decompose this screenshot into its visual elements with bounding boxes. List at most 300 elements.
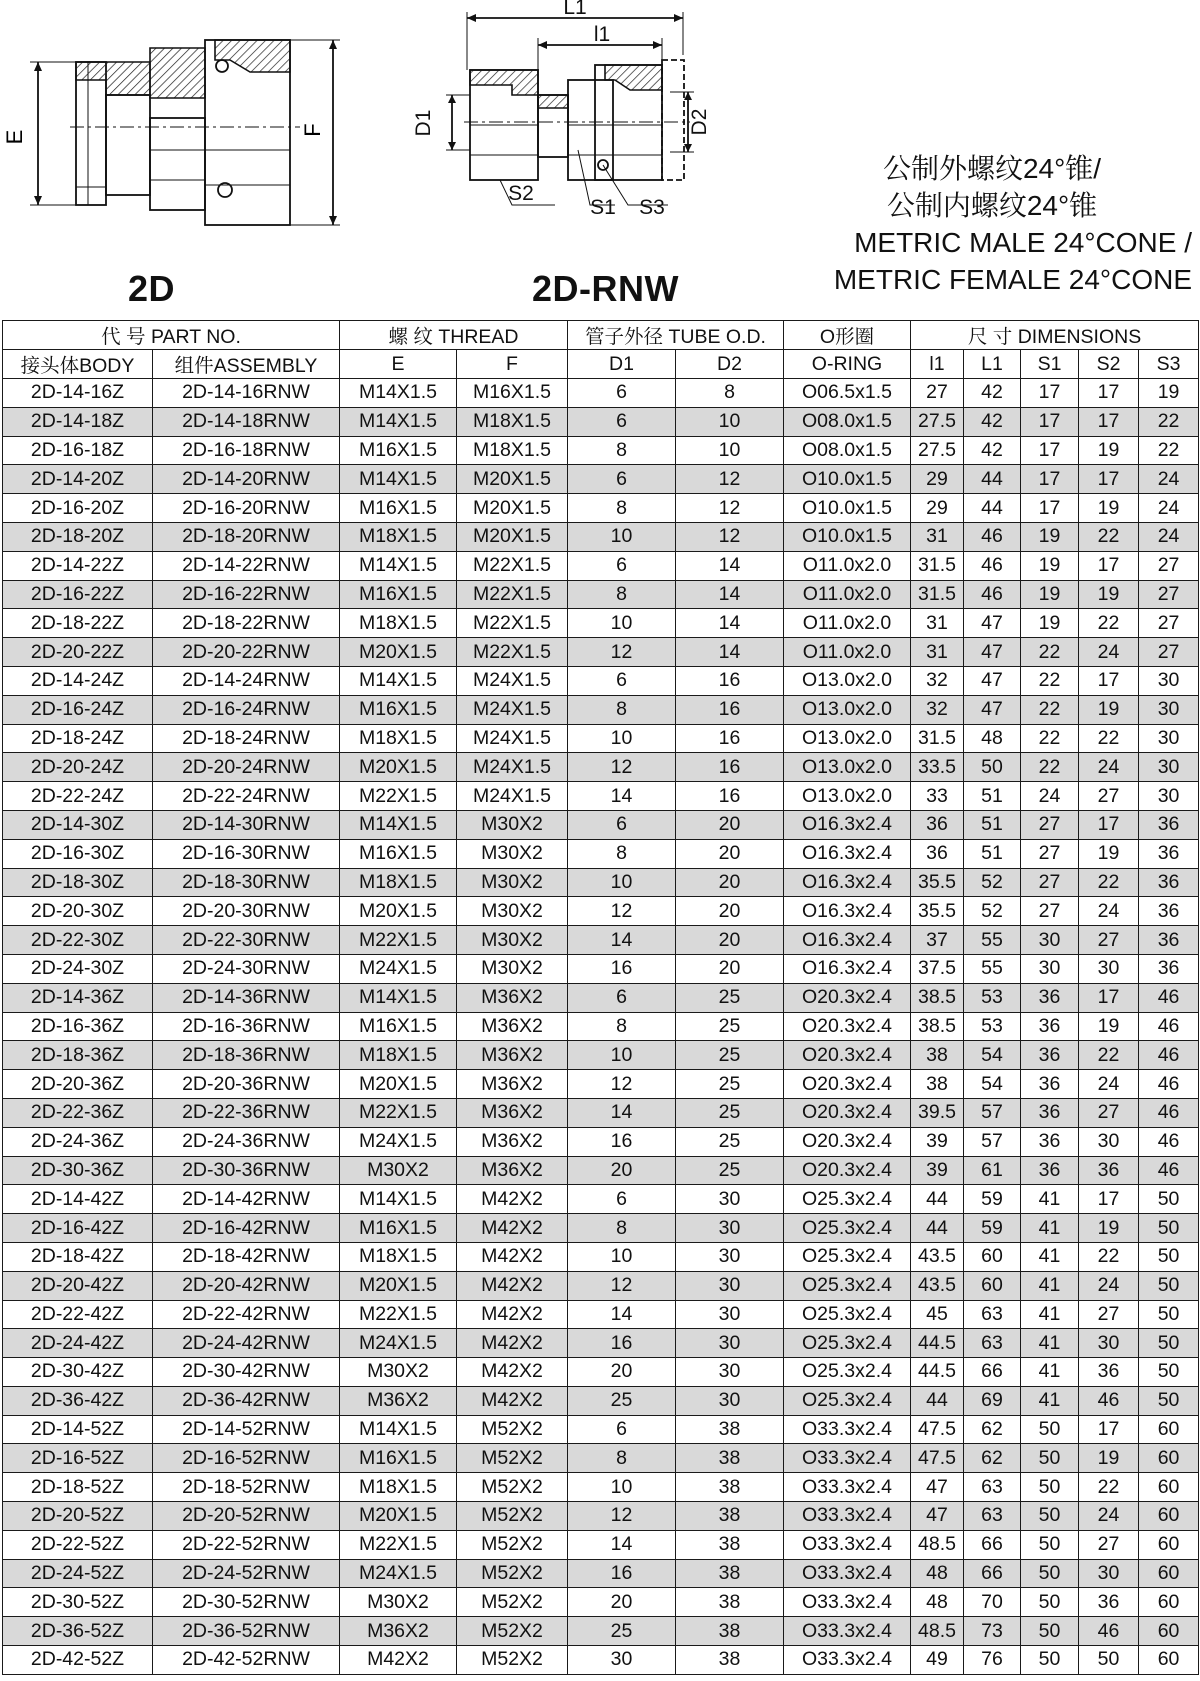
cell-s1: 17 [1021, 494, 1079, 523]
cell-s1: 41 [1021, 1242, 1079, 1271]
table-row [3, 379, 1199, 408]
cell-d2: 16 [676, 724, 784, 753]
cell-L1: 51 [964, 782, 1021, 811]
cell-s1: 27 [1021, 810, 1079, 839]
cell-l1: 38 [911, 1070, 964, 1099]
cell-thread-f: M18X1.5 [457, 407, 568, 436]
cell-s1: 41 [1021, 1329, 1079, 1358]
cell-s2: 36 [1079, 1358, 1139, 1387]
cell-d1: 25 [568, 1386, 676, 1415]
cell-s2: 17 [1079, 465, 1139, 494]
cell-o-ring: O08.0x1.5 [784, 407, 911, 436]
cell-s2: 17 [1079, 379, 1139, 408]
cell-body: 2D-16-18Z [3, 436, 153, 465]
cell-d1: 6 [568, 379, 676, 408]
cell-d1: 14 [568, 1300, 676, 1329]
cell-d2: 38 [676, 1444, 784, 1473]
cell-L1: 60 [964, 1242, 1021, 1271]
cell-s2: 27 [1079, 926, 1139, 955]
cell-thread-e: M16X1.5 [340, 1444, 457, 1473]
cell-s1: 41 [1021, 1271, 1079, 1300]
cell-body: 2D-18-22Z [3, 609, 153, 638]
table-row [3, 436, 1199, 465]
cell-s1: 41 [1021, 1386, 1079, 1415]
cell-thread-e: M30X2 [340, 1358, 457, 1387]
cell-d2: 30 [676, 1358, 784, 1387]
cell-body: 2D-18-52Z [3, 1473, 153, 1502]
header-body: 接头体BODY [3, 350, 153, 379]
cell-thread-f: M52X2 [457, 1530, 568, 1559]
cell-L1: 51 [964, 839, 1021, 868]
cell-s3: 46 [1139, 1156, 1199, 1185]
table-row [3, 1530, 1199, 1559]
cell-L1: 46 [964, 580, 1021, 609]
cell-s3: 30 [1139, 782, 1199, 811]
cell-thread-f: M52X2 [457, 1617, 568, 1646]
cell-d1: 25 [568, 1617, 676, 1646]
cell-s2: 50 [1079, 1646, 1139, 1675]
cell-L1: 76 [964, 1646, 1021, 1675]
cell-thread-f: M30X2 [457, 810, 568, 839]
cell-assembly: 2D-16-36RNW [153, 1012, 340, 1041]
header-part-no: 代 号 PART NO. [3, 321, 340, 350]
table-row [3, 810, 1199, 839]
cell-s2: 19 [1079, 494, 1139, 523]
cell-L1: 42 [964, 379, 1021, 408]
cell-d2: 16 [676, 666, 784, 695]
cell-body: 2D-14-16Z [3, 379, 153, 408]
cell-d2: 16 [676, 695, 784, 724]
cell-thread-f: M52X2 [457, 1415, 568, 1444]
cell-d2: 20 [676, 839, 784, 868]
cell-thread-e: M22X1.5 [340, 926, 457, 955]
table-row [3, 1473, 1199, 1502]
cell-d2: 38 [676, 1646, 784, 1675]
cell-o-ring: O33.3x2.4 [784, 1559, 911, 1588]
cell-s3: 30 [1139, 666, 1199, 695]
cell-l1: 37 [911, 926, 964, 955]
cell-thread-f: M16X1.5 [457, 379, 568, 408]
cell-L1: 62 [964, 1444, 1021, 1473]
cell-thread-f: M22X1.5 [457, 551, 568, 580]
cell-L1: 53 [964, 1012, 1021, 1041]
cell-s3: 46 [1139, 1098, 1199, 1127]
cell-L1: 73 [964, 1617, 1021, 1646]
cell-thread-e: M16X1.5 [340, 1214, 457, 1243]
cell-assembly: 2D-16-20RNW [153, 494, 340, 523]
cell-thread-f: M52X2 [457, 1502, 568, 1531]
cell-thread-f: M42X2 [457, 1358, 568, 1387]
cell-l1: 39 [911, 1127, 964, 1156]
cell-assembly: 2D-22-36RNW [153, 1098, 340, 1127]
cell-s1: 36 [1021, 1127, 1079, 1156]
cell-s2: 30 [1079, 1127, 1139, 1156]
cell-L1: 59 [964, 1185, 1021, 1214]
cell-s2: 27 [1079, 1300, 1139, 1329]
cell-s1: 19 [1021, 522, 1079, 551]
cell-s2: 19 [1079, 1012, 1139, 1041]
cell-thread-e: M14X1.5 [340, 407, 457, 436]
cell-assembly: 2D-16-24RNW [153, 695, 340, 724]
cell-body: 2D-18-20Z [3, 522, 153, 551]
cell-thread-f: M52X2 [457, 1588, 568, 1617]
cell-d1: 6 [568, 983, 676, 1012]
cell-assembly: 2D-22-52RNW [153, 1530, 340, 1559]
cell-s1: 50 [1021, 1588, 1079, 1617]
cell-L1: 44 [964, 465, 1021, 494]
cell-L1: 44 [964, 494, 1021, 523]
cell-d2: 25 [676, 1012, 784, 1041]
cell-d2: 38 [676, 1415, 784, 1444]
cell-body: 2D-14-20Z [3, 465, 153, 494]
table-body [3, 379, 1199, 1675]
cell-thread-f: M22X1.5 [457, 609, 568, 638]
table-row [3, 580, 1199, 609]
cell-d2: 14 [676, 551, 784, 580]
label-L1: L1 [563, 0, 587, 19]
header-thread: 螺 纹 THREAD [340, 321, 568, 350]
cell-l1: 44 [911, 1185, 964, 1214]
cell-s3: 22 [1139, 436, 1199, 465]
table-row [3, 1588, 1199, 1617]
cell-d2: 8 [676, 379, 784, 408]
cell-body: 2D-30-42Z [3, 1358, 153, 1387]
cell-d2: 10 [676, 407, 784, 436]
cell-d2: 25 [676, 1127, 784, 1156]
cell-body: 2D-16-52Z [3, 1444, 153, 1473]
cell-d2: 12 [676, 522, 784, 551]
cell-L1: 51 [964, 810, 1021, 839]
cell-s2: 19 [1079, 839, 1139, 868]
cell-L1: 60 [964, 1271, 1021, 1300]
cell-L1: 66 [964, 1358, 1021, 1387]
cell-body: 2D-16-24Z [3, 695, 153, 724]
cell-d1: 8 [568, 494, 676, 523]
cell-thread-e: M36X2 [340, 1386, 457, 1415]
table-row [3, 695, 1199, 724]
cell-L1: 53 [964, 983, 1021, 1012]
cell-o-ring: O33.3x2.4 [784, 1502, 911, 1531]
cell-d2: 38 [676, 1559, 784, 1588]
cell-s2: 27 [1079, 782, 1139, 811]
cell-thread-e: M42X2 [340, 1646, 457, 1675]
cell-body: 2D-14-42Z [3, 1185, 153, 1214]
cell-L1: 52 [964, 897, 1021, 926]
label-D2: D2 [688, 108, 711, 136]
cell-assembly: 2D-24-30RNW [153, 954, 340, 983]
cell-l1: 31.5 [911, 551, 964, 580]
cell-s2: 17 [1079, 666, 1139, 695]
cell-thread-e: M16X1.5 [340, 839, 457, 868]
cell-d1: 14 [568, 1098, 676, 1127]
cell-assembly: 2D-16-52RNW [153, 1444, 340, 1473]
cell-assembly: 2D-36-42RNW [153, 1386, 340, 1415]
cell-assembly: 2D-24-42RNW [153, 1329, 340, 1358]
cell-assembly: 2D-14-42RNW [153, 1185, 340, 1214]
header-S1: S1 [1021, 350, 1079, 379]
label-l1: l1 [593, 23, 611, 46]
cell-thread-e: M30X2 [340, 1156, 457, 1185]
cell-o-ring: O10.0x1.5 [784, 494, 911, 523]
cell-o-ring: O13.0x2.0 [784, 666, 911, 695]
table-row [3, 839, 1199, 868]
cell-d1: 8 [568, 580, 676, 609]
cell-body: 2D-14-24Z [3, 666, 153, 695]
cell-d1: 16 [568, 1127, 676, 1156]
cell-s2: 24 [1079, 753, 1139, 782]
cell-L1: 62 [964, 1415, 1021, 1444]
cell-s1: 22 [1021, 753, 1079, 782]
cell-l1: 33 [911, 782, 964, 811]
cell-d1: 20 [568, 1358, 676, 1387]
hatch-nut-2d [215, 40, 290, 72]
cell-body: 2D-20-22Z [3, 638, 153, 667]
cell-s3: 19 [1139, 379, 1199, 408]
cell-L1: 55 [964, 954, 1021, 983]
cell-body: 2D-24-52Z [3, 1559, 153, 1588]
cell-assembly: 2D-18-20RNW [153, 522, 340, 551]
cell-assembly: 2D-36-52RNW [153, 1617, 340, 1646]
cell-s2: 17 [1079, 810, 1139, 839]
cell-L1: 47 [964, 638, 1021, 667]
table-row [3, 1242, 1199, 1271]
cell-l1: 29 [911, 494, 964, 523]
cell-assembly: 2D-14-36RNW [153, 983, 340, 1012]
cell-l1: 37.5 [911, 954, 964, 983]
cell-o-ring: O13.0x2.0 [784, 724, 911, 753]
cell-s3: 22 [1139, 407, 1199, 436]
cell-d2: 38 [676, 1617, 784, 1646]
cell-s3: 50 [1139, 1386, 1199, 1415]
cell-s3: 46 [1139, 1012, 1199, 1041]
cell-o-ring: O20.3x2.4 [784, 1070, 911, 1099]
cell-L1: 46 [964, 522, 1021, 551]
cell-d2: 25 [676, 1070, 784, 1099]
cell-assembly: 2D-30-36RNW [153, 1156, 340, 1185]
table-row [3, 954, 1199, 983]
cell-o-ring: O10.0x1.5 [784, 465, 911, 494]
cell-assembly: 2D-14-30RNW [153, 810, 340, 839]
cell-s3: 24 [1139, 522, 1199, 551]
header-D1: D1 [568, 350, 676, 379]
cell-L1: 63 [964, 1502, 1021, 1531]
cell-d2: 25 [676, 1041, 784, 1070]
cell-thread-e: M16X1.5 [340, 494, 457, 523]
cell-thread-f: M30X2 [457, 839, 568, 868]
cell-s1: 36 [1021, 1070, 1079, 1099]
cell-d1: 6 [568, 1415, 676, 1444]
cell-thread-e: M22X1.5 [340, 1098, 457, 1127]
cell-assembly: 2D-20-42RNW [153, 1271, 340, 1300]
cell-thread-f: M52X2 [457, 1646, 568, 1675]
cell-l1: 44.5 [911, 1358, 964, 1387]
cell-s3: 27 [1139, 580, 1199, 609]
cell-thread-e: M14X1.5 [340, 379, 457, 408]
cell-s1: 50 [1021, 1415, 1079, 1444]
cell-d2: 14 [676, 609, 784, 638]
cell-s1: 36 [1021, 1156, 1079, 1185]
cell-l1: 47.5 [911, 1415, 964, 1444]
cell-s3: 30 [1139, 695, 1199, 724]
cell-d2: 30 [676, 1300, 784, 1329]
cell-l1: 49 [911, 1646, 964, 1675]
table-row [3, 926, 1199, 955]
cell-body: 2D-14-30Z [3, 810, 153, 839]
cell-s1: 50 [1021, 1646, 1079, 1675]
cell-s1: 36 [1021, 1041, 1079, 1070]
cell-d1: 16 [568, 1329, 676, 1358]
header-oring-cn: O形圈 [784, 321, 911, 350]
cell-body: 2D-22-30Z [3, 926, 153, 955]
cell-o-ring: O25.3x2.4 [784, 1329, 911, 1358]
cell-thread-e: M30X2 [340, 1588, 457, 1617]
cell-s1: 50 [1021, 1530, 1079, 1559]
cell-s2: 30 [1079, 1559, 1139, 1588]
cell-body: 2D-14-22Z [3, 551, 153, 580]
cell-assembly: 2D-16-42RNW [153, 1214, 340, 1243]
cell-L1: 69 [964, 1386, 1021, 1415]
cell-s2: 30 [1079, 954, 1139, 983]
cell-thread-f: M30X2 [457, 954, 568, 983]
cell-l1: 48.5 [911, 1617, 964, 1646]
cell-assembly: 2D-42-52RNW [153, 1646, 340, 1675]
cell-thread-e: M18X1.5 [340, 724, 457, 753]
table-row [3, 1156, 1199, 1185]
cell-l1: 31.5 [911, 724, 964, 753]
cell-s3: 50 [1139, 1242, 1199, 1271]
cell-s3: 46 [1139, 1070, 1199, 1099]
cell-d2: 14 [676, 580, 784, 609]
cell-l1: 48.5 [911, 1530, 964, 1559]
cell-s2: 24 [1079, 638, 1139, 667]
cell-thread-e: M20X1.5 [340, 1070, 457, 1099]
cell-l1: 27.5 [911, 436, 964, 465]
cell-L1: 42 [964, 407, 1021, 436]
table-row [3, 1502, 1199, 1531]
cell-body: 2D-20-42Z [3, 1271, 153, 1300]
cell-o-ring: O13.0x2.0 [784, 782, 911, 811]
cell-o-ring: O11.0x2.0 [784, 580, 911, 609]
table-row [3, 1617, 1199, 1646]
cell-d1: 12 [568, 753, 676, 782]
cell-d1: 12 [568, 638, 676, 667]
label-F: F [300, 123, 325, 137]
cell-d1: 12 [568, 897, 676, 926]
cell-body: 2D-14-52Z [3, 1415, 153, 1444]
cell-assembly: 2D-14-52RNW [153, 1415, 340, 1444]
table-row [3, 1012, 1199, 1041]
cell-thread-e: M18X1.5 [340, 1473, 457, 1502]
cell-d2: 25 [676, 983, 784, 1012]
cell-thread-e: M18X1.5 [340, 609, 457, 638]
table-row [3, 666, 1199, 695]
table-row [3, 551, 1199, 580]
cell-o-ring: O13.0x2.0 [784, 695, 911, 724]
cell-s1: 50 [1021, 1444, 1079, 1473]
cell-thread-f: M36X2 [457, 1098, 568, 1127]
cell-l1: 33.5 [911, 753, 964, 782]
cell-thread-f: M22X1.5 [457, 638, 568, 667]
cell-s3: 46 [1139, 983, 1199, 1012]
cell-assembly: 2D-20-52RNW [153, 1502, 340, 1531]
cell-d1: 6 [568, 551, 676, 580]
cell-L1: 54 [964, 1041, 1021, 1070]
cell-s1: 50 [1021, 1617, 1079, 1646]
cell-body: 2D-42-52Z [3, 1646, 153, 1675]
cell-assembly: 2D-30-42RNW [153, 1358, 340, 1387]
cell-s3: 24 [1139, 494, 1199, 523]
cell-s2: 22 [1079, 1242, 1139, 1271]
cell-s2: 36 [1079, 1588, 1139, 1617]
title-cn-line1: 公制外螺纹24°锥/ [882, 153, 1102, 184]
cell-s3: 60 [1139, 1559, 1199, 1588]
cell-assembly: 2D-30-52RNW [153, 1588, 340, 1617]
cell-d1: 16 [568, 954, 676, 983]
cell-s2: 19 [1079, 580, 1139, 609]
cell-L1: 57 [964, 1127, 1021, 1156]
cell-s3: 60 [1139, 1530, 1199, 1559]
cell-o-ring: O25.3x2.4 [784, 1300, 911, 1329]
cell-o-ring: O11.0x2.0 [784, 551, 911, 580]
table-row [3, 724, 1199, 753]
header-dimensions: 尺 寸 DIMENSIONS [911, 321, 1199, 350]
cell-body: 2D-24-30Z [3, 954, 153, 983]
cell-L1: 47 [964, 609, 1021, 638]
header-row-1 [3, 321, 1199, 350]
cell-L1: 47 [964, 695, 1021, 724]
cell-l1: 27.5 [911, 407, 964, 436]
cell-d1: 8 [568, 1444, 676, 1473]
cell-thread-e: M14X1.5 [340, 1185, 457, 1214]
header-oring-en: O-RING [784, 350, 911, 379]
cell-s3: 60 [1139, 1444, 1199, 1473]
cell-thread-e: M24X1.5 [340, 1329, 457, 1358]
cell-d1: 12 [568, 1502, 676, 1531]
cell-thread-f: M30X2 [457, 868, 568, 897]
cell-d1: 6 [568, 407, 676, 436]
cell-assembly: 2D-18-30RNW [153, 868, 340, 897]
cell-o-ring: O20.3x2.4 [784, 1156, 911, 1185]
cell-L1: 42 [964, 436, 1021, 465]
cell-s1: 27 [1021, 839, 1079, 868]
cell-l1: 47 [911, 1502, 964, 1531]
cell-body: 2D-22-24Z [3, 782, 153, 811]
cell-s2: 24 [1079, 897, 1139, 926]
cell-assembly: 2D-14-16RNW [153, 379, 340, 408]
cell-s1: 41 [1021, 1300, 1079, 1329]
cell-l1: 29 [911, 465, 964, 494]
cell-s3: 50 [1139, 1300, 1199, 1329]
cell-thread-e: M24X1.5 [340, 1127, 457, 1156]
cell-d2: 30 [676, 1185, 784, 1214]
header-assembly: 组件ASSEMBLY [153, 350, 340, 379]
cell-l1: 39.5 [911, 1098, 964, 1127]
cell-assembly: 2D-14-18RNW [153, 407, 340, 436]
cell-l1: 38 [911, 1041, 964, 1070]
cell-d1: 6 [568, 1185, 676, 1214]
cell-o-ring: O25.3x2.4 [784, 1358, 911, 1387]
cell-s2: 30 [1079, 1329, 1139, 1358]
header-tube-od: 管子外径 TUBE O.D. [568, 321, 784, 350]
cell-thread-e: M24X1.5 [340, 1559, 457, 1588]
cell-d1: 12 [568, 1271, 676, 1300]
header-S2: S2 [1079, 350, 1139, 379]
cell-l1: 31 [911, 522, 964, 551]
cell-body: 2D-16-22Z [3, 580, 153, 609]
cell-s1: 36 [1021, 1012, 1079, 1041]
table-row [3, 407, 1199, 436]
cell-o-ring: O11.0x2.0 [784, 609, 911, 638]
